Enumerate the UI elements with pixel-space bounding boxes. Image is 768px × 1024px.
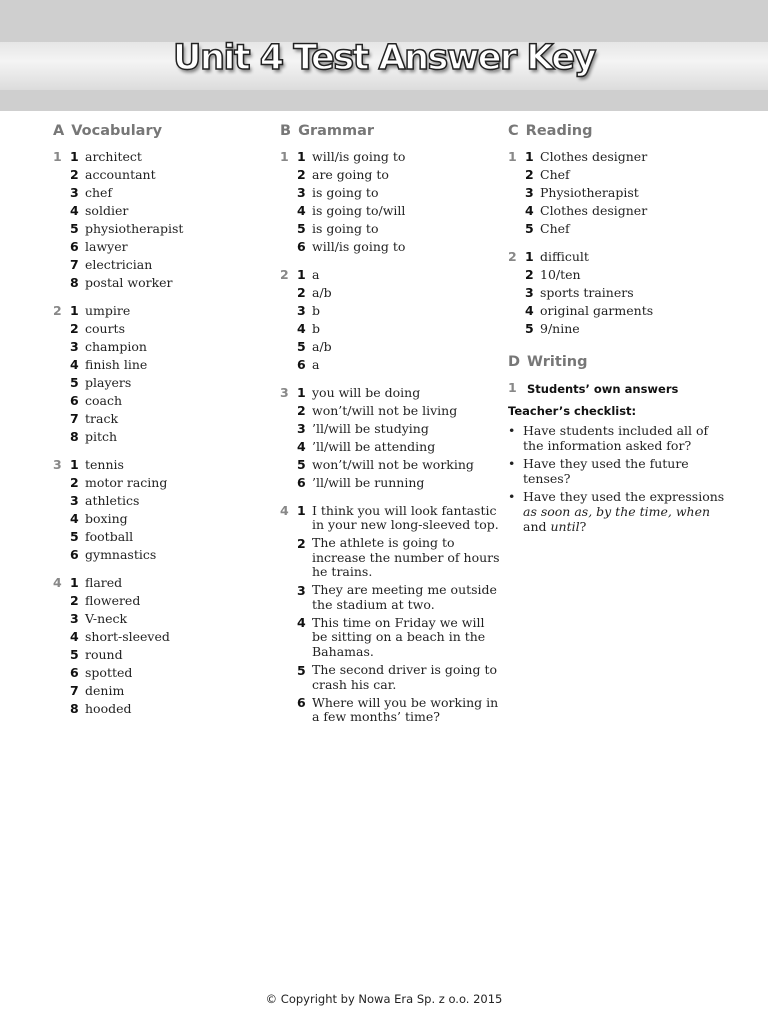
answer-item: 8 postal worker <box>70 275 173 290</box>
answer-item: 1 tennis <box>70 457 124 472</box>
exercise <box>280 266 500 374</box>
answer-item: 5 players <box>70 375 132 390</box>
answer-item: 6 gymnastics <box>70 547 157 562</box>
column-grammar <box>280 121 500 737</box>
answer-list <box>297 384 500 492</box>
answer-item: 3 sports trainers <box>525 285 634 300</box>
exercise-number: 1 <box>280 149 289 164</box>
answer-item: 6 coach <box>70 393 123 408</box>
exercise <box>508 248 728 338</box>
column-vocabulary <box>53 121 253 728</box>
answer-item: 1 a <box>297 267 320 282</box>
section-letter: B <box>280 123 292 139</box>
answer-item: 7 track <box>70 411 119 426</box>
section-heading-grammar <box>280 121 500 141</box>
answer-item: 1 flared <box>70 575 123 590</box>
section-letter: A <box>53 123 65 139</box>
exercise <box>53 574 253 718</box>
exercise-number: 3 <box>53 457 62 472</box>
answer-item: 5 round <box>70 647 123 662</box>
answer-item: 1 architect <box>70 149 142 164</box>
answer-item: 6 spotted <box>70 665 133 680</box>
answer-list <box>70 574 253 718</box>
answer-item: 5 a/b <box>297 339 332 354</box>
exercise-writing <box>508 379 728 398</box>
exercise-number: 2 <box>53 303 62 318</box>
answer-item: 3 Physiotherapist <box>525 185 639 200</box>
section-heading-writing <box>508 352 728 372</box>
answer-list <box>70 302 253 446</box>
answer-item: 1 you will be doing <box>297 385 421 400</box>
answer-list <box>297 502 500 727</box>
answer-list <box>297 266 500 374</box>
answer-item: 3 is going to <box>297 185 379 200</box>
section-name: Grammar <box>298 123 375 139</box>
answer-item: 4 b <box>297 321 321 336</box>
page-title: Unit 4 Test Answer Key <box>173 38 595 78</box>
column-reading-writing <box>508 121 728 538</box>
exercise <box>280 384 500 492</box>
section-heading-vocabulary <box>53 121 253 141</box>
page-header <box>0 0 768 111</box>
exercise-number: 2 <box>508 249 517 264</box>
answer-item: 3 V-neck <box>70 611 128 626</box>
answer-list <box>525 148 728 238</box>
answer-item: 7 denim <box>70 683 125 698</box>
answer-list <box>525 248 728 338</box>
section-letter: C <box>508 123 519 139</box>
answer-item: 5 The second driver is going to crash his car. <box>297 662 497 692</box>
answer-item: 2 The athlete is going to increase the number of hours he trains. <box>297 535 500 580</box>
answer-item: 4 boxing <box>70 511 128 526</box>
answer-item: 4 original garments <box>525 303 654 318</box>
answer-item: 2 accountant <box>70 167 156 182</box>
answer-item: 8 hooded <box>70 701 132 716</box>
exercise-number: 2 <box>280 267 289 282</box>
answer-list <box>297 148 500 256</box>
answer-item: 6 Where will you be working in a few months’ time? <box>297 694 499 725</box>
section-name: Vocabulary <box>71 123 163 139</box>
answer-item: 2 flowered <box>70 593 141 608</box>
answer-item: 3 They are meeting me outside the stadium at two. <box>297 582 497 612</box>
answer-item: 4 Clothes designer <box>525 203 648 218</box>
answer-item: 1 Clothes designer <box>525 149 648 164</box>
answer-item: 2 won’t/will not be living <box>297 403 458 418</box>
answer-item: 4 finish line <box>70 357 148 372</box>
exercise <box>53 148 253 292</box>
answer-item: 5 football <box>70 529 134 544</box>
answer-item: 2 a/b <box>297 285 332 300</box>
answer-item: 2 motor racing <box>70 475 168 490</box>
answer-item: 2 courts <box>70 321 125 336</box>
answer-item: 6 a <box>297 357 320 372</box>
exercise-number: 1 <box>53 149 62 164</box>
section-name: Writing <box>527 354 588 370</box>
checklist-item: • Have students included all of the information asked for? <box>508 423 709 453</box>
answer-item: 2 Chef <box>525 167 570 182</box>
exercise-number: 4 <box>280 503 289 518</box>
exercise <box>53 302 253 446</box>
checklist-title: Teacher’s checklist: <box>508 404 637 418</box>
copyright-footer: © Copyright by Nowa Era Sp. z o.o. 2015 <box>265 992 503 1006</box>
answer-item: 1 I think you will look fantastic in your new long-sleeved top. <box>297 502 499 533</box>
answer-list <box>70 148 253 292</box>
answer-item: 5 is going to <box>297 221 379 236</box>
answer-item: 2 10/ten <box>525 267 581 282</box>
checklist-item: • Have they used the expressions as soon as, by the time, when and until? <box>508 489 725 534</box>
answer-item: 5 won’t/will not be working <box>297 457 474 472</box>
answer-item: 1 umpire <box>70 303 131 318</box>
answer-item: 1 difficult <box>525 249 589 264</box>
answer-item: 4 short-sleeved <box>70 629 170 644</box>
answer-item: 3 ’ll/will be studying <box>297 421 429 436</box>
answer-item: 7 electrician <box>70 257 153 272</box>
answer-item: 2 are going to <box>297 167 389 182</box>
exercise-number: 1 <box>508 149 517 164</box>
answer-item: 6 ’ll/will be running <box>297 475 425 490</box>
answer-item: 3 chef <box>70 185 113 200</box>
answer-item: 6 will/is going to <box>297 239 406 254</box>
answer-item: 5 9/nine <box>525 321 580 336</box>
writing-answer: Students’ own answers <box>527 382 679 396</box>
section-name: Reading <box>525 123 593 139</box>
exercise-number: 4 <box>53 575 62 590</box>
answer-item: 6 lawyer <box>70 239 128 254</box>
answer-list <box>70 456 253 564</box>
exercise-number: 3 <box>280 385 289 400</box>
exercise <box>508 148 728 238</box>
answer-item: 3 champion <box>70 339 147 354</box>
answer-item: 4 ’ll/will be attending <box>297 439 436 454</box>
answer-item: 8 pitch <box>70 429 118 444</box>
exercise <box>53 456 253 564</box>
exercise <box>280 148 500 256</box>
answer-item: 5 Chef <box>525 221 570 236</box>
answer-item: 3 athletics <box>70 493 140 508</box>
answer-item: 3 b <box>297 303 321 318</box>
exercise-number: 1 <box>508 380 517 395</box>
section-heading-reading <box>508 121 728 141</box>
checklist <box>508 424 728 534</box>
answer-item: 4 This time on Friday we will be sitting on a beach in the Bahamas. <box>297 614 486 660</box>
answer-item: 5 physiotherapist <box>70 221 184 236</box>
section-letter: D <box>508 354 521 370</box>
checklist-item: • Have they used the future tenses? <box>508 456 689 486</box>
exercise <box>280 502 500 727</box>
answer-item: 1 will/is going to <box>297 149 406 164</box>
answer-item: 4 soldier <box>70 203 129 218</box>
answer-item: 4 is going to/will <box>297 203 406 218</box>
